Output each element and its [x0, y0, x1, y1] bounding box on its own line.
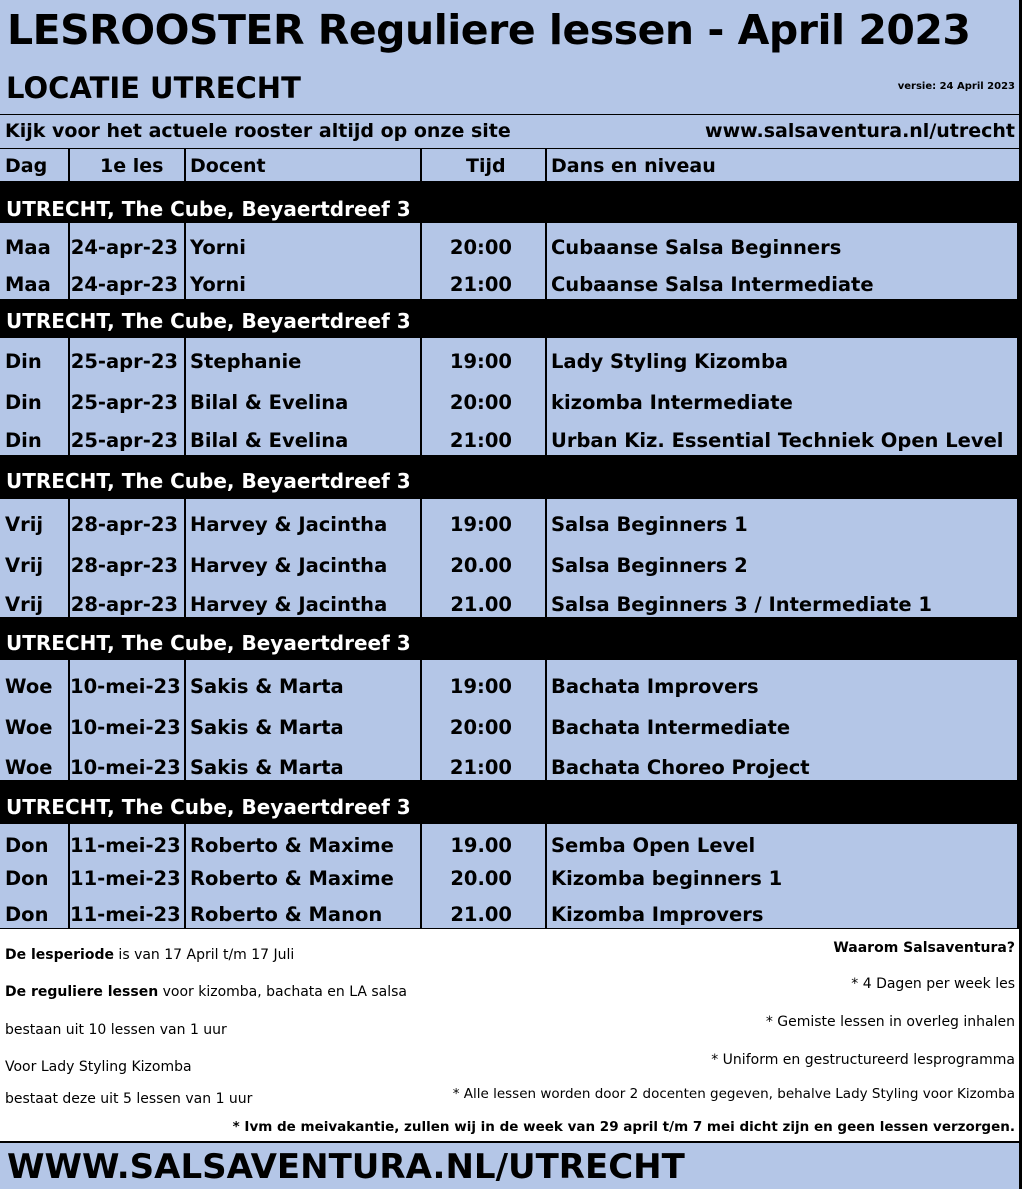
table-row — [0, 867, 1019, 891]
cell-docent: Roberto & Maxime — [190, 834, 394, 857]
cell-date: 10-mei-23 — [70, 675, 181, 698]
location-title: LOCATIE UTRECHT — [6, 71, 301, 105]
section-rows — [0, 824, 1019, 928]
cell-date: 25-apr-23 — [70, 350, 178, 373]
cell-tijd: 19:00 — [449, 675, 512, 698]
cell-docent: Sakis & Marta — [190, 756, 344, 779]
period-line — [5, 947, 294, 963]
column-header-dans: Dans en niveau — [551, 155, 716, 177]
cell-dag: Don — [5, 867, 49, 890]
cell-docent: Roberto & Manon — [190, 903, 383, 926]
cell-tijd: 19.00 — [450, 834, 512, 857]
why-item: * 4 Dagen per week les — [851, 976, 1015, 992]
cell-dag: Vrij — [5, 554, 44, 577]
cell-tijd: 20:00 — [449, 391, 512, 414]
table-row — [0, 756, 1019, 780]
cell-tijd: 19:00 — [449, 350, 512, 373]
cell-dans: Bachata Choreo Project — [551, 756, 810, 779]
cell-docent: Yorni — [190, 236, 246, 259]
cell-dans: Salsa Beginners 3 / Intermediate 1 — [551, 593, 932, 616]
cell-dans: Bachata Intermediate — [551, 716, 791, 739]
cell-tijd: 21:00 — [449, 273, 512, 296]
site-note: Kijk voor het actuele rooster altijd op onze site — [5, 120, 511, 142]
cell-date: 25-apr-23 — [70, 429, 178, 452]
section-rows — [0, 223, 1019, 299]
section-location: UTRECHT, The Cube, Beyaertdreef 3 — [6, 795, 411, 819]
footer-url[interactable]: WWW.SALSAVENTURA.NL/UTRECHT — [7, 1147, 685, 1187]
cell-dag: Vrij — [5, 513, 44, 536]
column-header-tijd: Tijd — [466, 155, 506, 177]
cell-dag: Din — [5, 350, 42, 373]
cell-dag: Don — [5, 903, 49, 926]
cell-dag: Woe — [5, 756, 53, 779]
table-row — [0, 716, 1019, 740]
info-block — [0, 929, 1019, 1141]
cell-tijd: 21.00 — [450, 593, 512, 616]
section-rows — [0, 660, 1019, 780]
cell-dans: Kizomba Improvers — [551, 903, 764, 926]
column-header-docent: Docent — [190, 155, 266, 177]
why-item: * Alle lessen worden door 2 docenten gegeven, behalve Lady Styling voor Kizomba — [452, 1086, 1015, 1102]
why-item: * Gemiste lessen in overleg inhalen — [765, 1014, 1015, 1030]
table-row — [0, 834, 1019, 858]
page-title: LESROOSTER Reguliere lessen - April 2023 — [7, 6, 971, 54]
cell-dag: Din — [5, 391, 42, 414]
cell-dag: Don — [5, 834, 49, 857]
cell-tijd: 21.00 — [450, 903, 512, 926]
table-row — [0, 273, 1019, 297]
closure-notice: * Ivm de meivakantie, zullen wij in de week van 29 april t/m 7 mei dicht zijn en geen lessen verzorgen. — [232, 1119, 1015, 1135]
section-rows — [0, 499, 1019, 617]
cell-docent: Harvey & Jacintha — [190, 554, 388, 577]
cell-docent: Bilal & Evelina — [190, 429, 349, 452]
cell-date: 24-apr-23 — [70, 273, 178, 296]
cell-dans: Salsa Beginners 2 — [551, 554, 748, 577]
cell-date: 11-mei-23 — [70, 867, 181, 890]
cell-date: 10-mei-23 — [70, 716, 181, 739]
table-row — [0, 513, 1019, 537]
lady-line-2: bestaat deze uit 5 lessen van 1 uur — [5, 1091, 253, 1107]
table-row — [0, 429, 1019, 453]
cell-docent: Sakis & Marta — [190, 675, 344, 698]
cell-dans: kizomba Intermediate — [551, 391, 793, 414]
section-location: UTRECHT, The Cube, Beyaertdreef 3 — [6, 631, 411, 655]
cell-dag: Woe — [5, 716, 53, 739]
cell-date: 11-mei-23 — [70, 903, 181, 926]
site-url: www.salsaventura.nl/utrecht — [705, 120, 1015, 142]
column-header-dag: Dag — [5, 155, 48, 177]
section-header — [0, 301, 1019, 339]
cell-dans: Bachata Improvers — [551, 675, 759, 698]
cell-docent: Yorni — [190, 273, 246, 296]
table-row — [0, 350, 1019, 374]
cell-docent: Roberto & Maxime — [190, 867, 394, 890]
section-header — [0, 623, 1019, 661]
table-row — [0, 675, 1019, 699]
cell-date: 11-mei-23 — [70, 834, 181, 857]
cell-date: 24-apr-23 — [70, 236, 178, 259]
cell-tijd: 21:00 — [449, 429, 512, 452]
cell-tijd: 20.00 — [450, 554, 512, 577]
cell-dans: Cubaanse Salsa Beginners — [551, 236, 842, 259]
section-header — [0, 461, 1019, 499]
cell-dans: Semba Open Level — [551, 834, 756, 857]
cell-tijd: 20:00 — [449, 236, 512, 259]
version-label: versie: 24 April 2023 — [897, 81, 1015, 92]
cell-tijd: 19:00 — [449, 513, 512, 536]
cell-dag: Woe — [5, 675, 53, 698]
section-header — [0, 787, 1019, 825]
section-location: UTRECHT, The Cube, Beyaertdreef 3 — [6, 469, 411, 493]
cell-date: 25-apr-23 — [70, 391, 178, 414]
period-label: De lesperiode — [5, 947, 114, 963]
regular-label: De reguliere lessen — [5, 984, 159, 1000]
section-header — [0, 189, 1019, 227]
cell-date: 10-mei-23 — [70, 756, 181, 779]
footer-block — [0, 1143, 1019, 1189]
cell-date: 28-apr-23 — [70, 593, 178, 616]
period-text: is van 17 April t/m 17 Juli — [113, 947, 295, 963]
cell-dans: Lady Styling Kizomba — [551, 350, 789, 373]
regular-line-2: bestaan uit 10 lessen van 1 uur — [5, 1022, 227, 1038]
table-row — [0, 593, 1019, 617]
regular-line — [5, 984, 407, 1000]
cell-dag: Maa — [5, 236, 51, 259]
cell-dag: Maa — [5, 273, 51, 296]
section-location: UTRECHT, The Cube, Beyaertdreef 3 — [6, 197, 411, 221]
cell-dans: Urban Kiz. Essential Techniek Open Level — [551, 429, 1004, 452]
cell-date: 28-apr-23 — [70, 513, 178, 536]
cell-tijd: 20:00 — [449, 716, 512, 739]
cell-docent: Harvey & Jacintha — [190, 593, 388, 616]
cell-tijd: 21:00 — [449, 756, 512, 779]
cell-dans: Cubaanse Salsa Intermediate — [551, 273, 874, 296]
column-header-les: 1e les — [100, 155, 164, 177]
cell-tijd: 20.00 — [450, 867, 512, 890]
cell-docent: Harvey & Jacintha — [190, 513, 388, 536]
column-header-row — [0, 149, 1019, 181]
section-location: UTRECHT, The Cube, Beyaertdreef 3 — [6, 309, 411, 333]
site-bar — [0, 115, 1019, 148]
why-title: Waarom Salsaventura? — [833, 940, 1015, 956]
table-row — [0, 903, 1019, 927]
cell-docent: Sakis & Marta — [190, 716, 344, 739]
section-rows — [0, 338, 1019, 455]
table-row — [0, 236, 1019, 260]
cell-dag: Din — [5, 429, 42, 452]
cell-date: 28-apr-23 — [70, 554, 178, 577]
cell-docent: Bilal & Evelina — [190, 391, 349, 414]
cell-dag: Vrij — [5, 593, 44, 616]
lady-line: Voor Lady Styling Kizomba — [5, 1059, 192, 1075]
table-row — [0, 391, 1019, 415]
cell-docent: Stephanie — [190, 350, 302, 373]
title-block — [0, 0, 1019, 114]
cell-dans: Kizomba beginners 1 — [551, 867, 783, 890]
table-row — [0, 554, 1019, 578]
why-item: * Uniform en gestructureerd lesprogramma — [711, 1052, 1015, 1068]
regular-text: voor kizomba, bachata en LA salsa — [158, 984, 408, 1000]
cell-dans: Salsa Beginners 1 — [551, 513, 748, 536]
